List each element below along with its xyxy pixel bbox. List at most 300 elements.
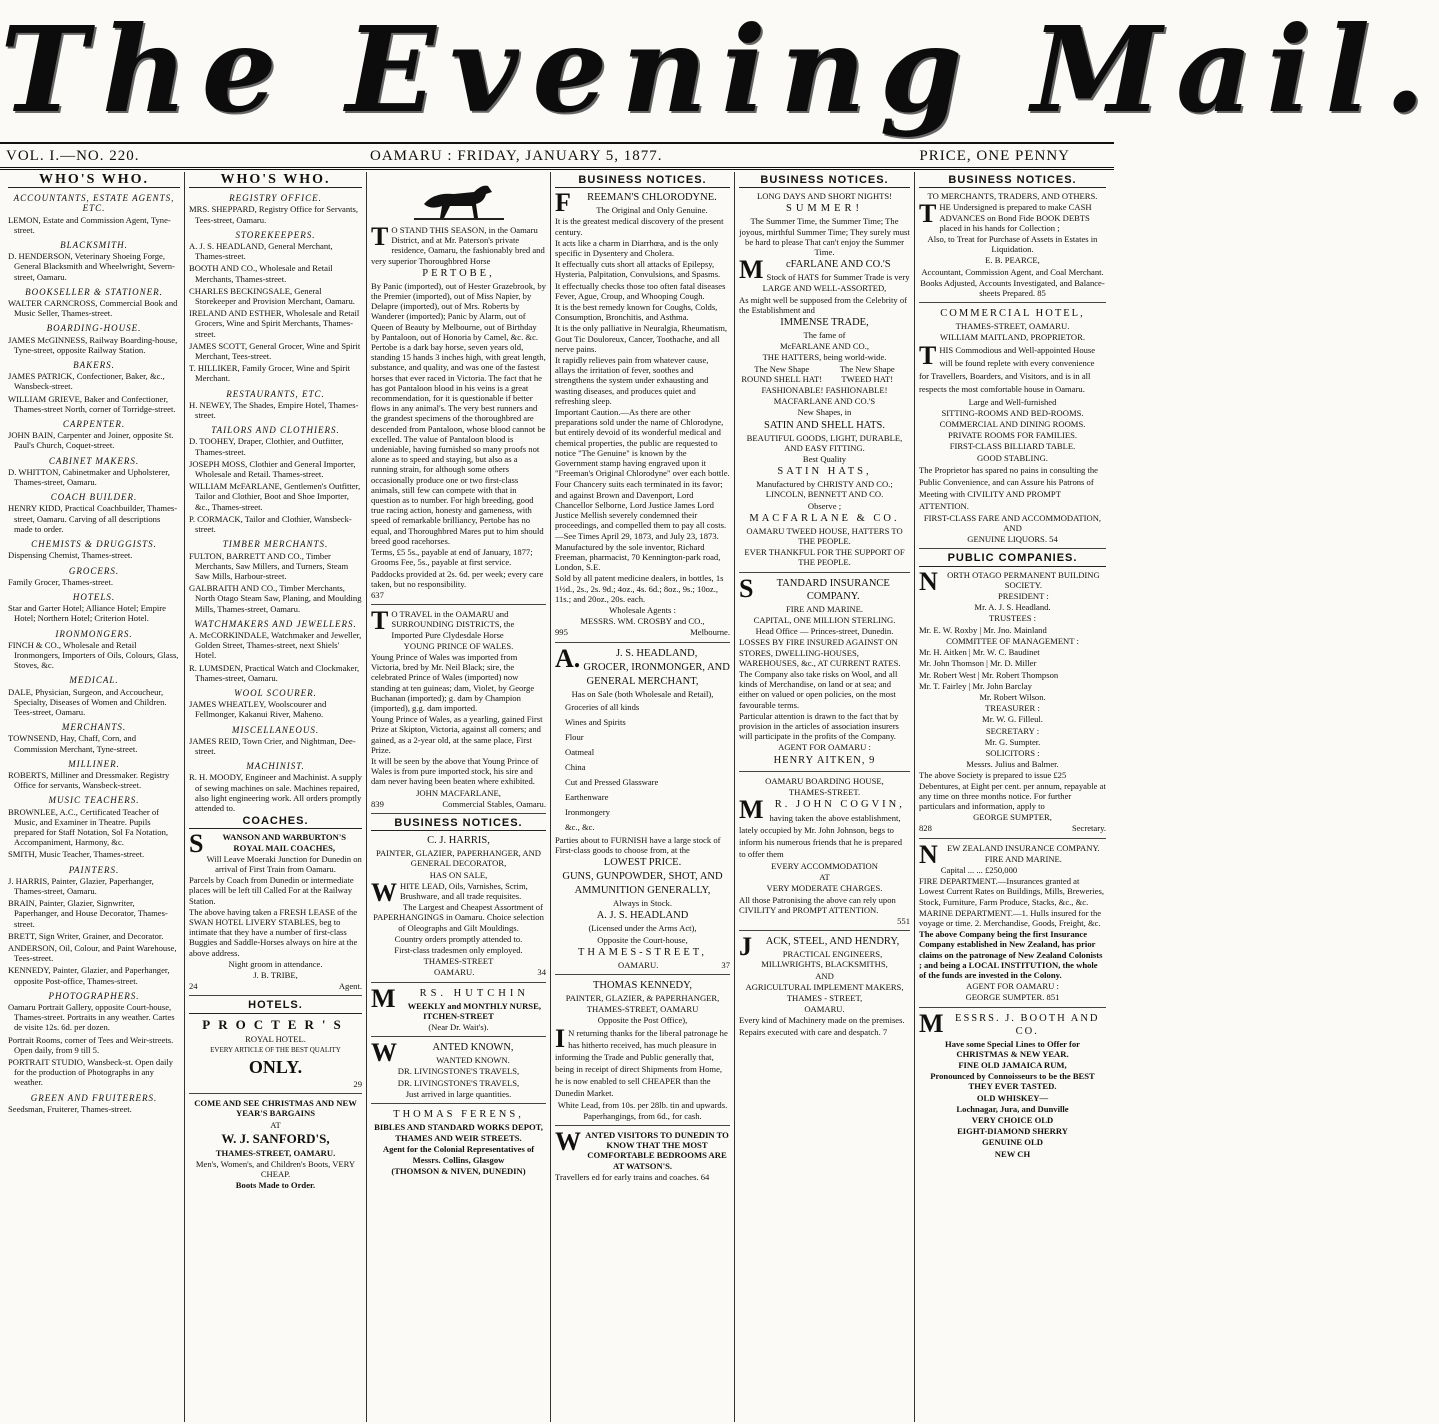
ad-text: AT <box>819 872 830 883</box>
ad-heading: COMMERCIAL HOTEL, <box>940 308 1085 320</box>
ad-text: THAMES-STREET <box>423 956 494 967</box>
ad-text: BIBLES AND STANDARD WORKS DEPOT, <box>374 1122 543 1133</box>
directory-category: GROCERS. <box>68 565 120 576</box>
directory-entry: PORTRAIT STUDIO, Wansbeck-st. Open daily for the production of Photographs in any weather. <box>8 1057 174 1088</box>
boarding-house-advert <box>739 776 910 932</box>
ad-text: FIRE AND MARINE. <box>785 603 864 614</box>
ad-heading: MESSRS. J. BOOTH AND CO. <box>919 1008 1100 1038</box>
directory-entry: TOWNSEND, Hay, Chaff, Corn, and Commission Merchant, Tyne-street. <box>8 733 138 754</box>
ad-text: IMMENSE TRADE, <box>780 317 869 329</box>
directory-entry: GALBRAITH AND CO., Timber Merchants, North Otago Steam Saw, Planing, and Moulding Mills, Thames-street, Oamaru. <box>189 583 362 614</box>
directory-entry: P. CORMACK, Tailor and Clothier, Wansbeck-street. <box>189 513 352 535</box>
ad-text: VERY CHOICE OLD <box>971 1115 1054 1126</box>
ad-text: LONG DAYS AND SHORT NIGHTS! <box>756 191 893 202</box>
goods-item: China <box>565 761 586 772</box>
ad-text: THAMES AND WEIR STREETS. <box>395 1133 522 1144</box>
ad-paragraph: It is the best remedy known for Coughs, Colds, Consumption, Bronchitis, and Asthma. <box>555 302 718 323</box>
ad-text: The fame of <box>803 330 846 341</box>
ad-text: HAS ON SALE, <box>429 869 488 880</box>
directory-entry: A. McCORKINDALE, Watchmaker and Jeweller, Golden Street, Thames-street, next Shiels' Hotel. <box>189 629 362 661</box>
ad-text: First-class tradesmen only employed. <box>394 945 523 955</box>
ad-paragraph: It rapidly relieves pain from whatever cause, allays the irritation of fever, soothes and strengthens the system under exhausting and wasting diseases, and produces quiet and refreshing sleep. <box>555 355 709 406</box>
directory-entry: ANDERSON, Oil, Colour, and Paint Warehouse, Tees-street. <box>8 943 177 964</box>
ad-text: GUNS, GUNPOWDER, SHOT, AND <box>562 871 723 883</box>
ad-text: New Shapes, in <box>797 407 852 418</box>
ad-text: The Summer Time, the Summer Time; The joyous, mirthful Summer Time; They surely must be hard to please That can't enjoy the Summer Time. <box>739 216 910 258</box>
ad-text: GROCER, IRONMONGER, AND <box>583 661 730 673</box>
goods-item: Earthenware <box>565 791 609 802</box>
ad-text: Head Office — Princes-street, Dunedin. <box>755 626 894 637</box>
ad-text: AT <box>270 1119 281 1130</box>
directory-entry: A. J. S. HEADLAND, General Merchant, Thames-street. <box>189 241 333 262</box>
ad-number: 828 <box>919 823 932 834</box>
ad-text: (THOMSON & NIVEN, DUNEDIN) <box>391 1165 526 1176</box>
ad-text: THAMES-STREET, OAMARU. <box>955 321 1070 332</box>
directory-category: HOTELS. <box>72 591 116 602</box>
directory-category: BAKERS. <box>73 360 115 371</box>
ad-number: 29 <box>353 1079 362 1090</box>
directory-entry: JOSEPH MOSS, Clothier and General Importer, Wholesale and Retail. Thames-street. <box>189 458 356 480</box>
goods-item: Ironmongery <box>565 806 610 817</box>
ad-signature: J. B. TRIBE, <box>253 970 298 981</box>
goods-item: Cut and Pressed Glassware <box>565 776 659 787</box>
ad-number: 839 <box>371 798 384 809</box>
column-header: WHO'S WHO. <box>189 175 362 188</box>
ad-text: OAMARU. <box>434 967 475 978</box>
ad-text: Repairs executed with care and despatch. <box>739 1026 881 1037</box>
directory-entry: ROBERTS, Milliner and Dressmaker. Registry Office for servants, Wansbeck-street. <box>8 769 170 791</box>
price: PRICE, ONE PENNY <box>919 148 1070 164</box>
ad-signature: HENRY AITKEN, <box>773 754 866 766</box>
ad-text: TREASURER : <box>985 703 1040 714</box>
ad-text: Agent for the Colonial Representatives of Messrs. Collins, Glasgow <box>382 1144 535 1165</box>
kennedy-advert <box>555 979 730 1126</box>
ad-text: McFARLANE AND CO., <box>779 341 870 352</box>
procters-hotel-advert <box>189 1017 362 1095</box>
ad-text: Country orders promptly attended to. <box>394 933 523 944</box>
ad-text: MESSRS. WM. CROSBY and CO., <box>580 616 705 627</box>
directory-category: RESTAURANTS, ETC. <box>226 388 325 399</box>
sanford-advert <box>189 1098 362 1194</box>
directory-entry: Portrait Rooms, corner of Tees and Weir-streets. Open daily, from 9 till 5. <box>8 1034 174 1055</box>
goods-item: Oatmeal <box>565 746 595 757</box>
directory-category: GREEN AND FRUITERERS. <box>30 1092 158 1103</box>
ad-text: LARGE AND WELL-ASSORTED, <box>762 283 887 294</box>
ad-paragraph: It acts like a charm in Diarrhœa, and is the only specific in Dysentery and Cholera. <box>555 237 719 259</box>
ad-text: having taken the above establishment, lately occupied by Mr. John Johnson, begs to inform his numerous friends that he is prepared to offer them <box>739 812 903 859</box>
directory-category: WOOL SCOURER. <box>234 687 317 698</box>
directory-entry: WALTER CARNCROSS, Commercial Book and Music Seller, Thames-street. <box>8 298 178 319</box>
ad-text: DR. LIVINGSTONE'S TRAVELS, <box>397 1066 520 1077</box>
directory-entry: JAMES PATRICK, Confectioner, Baker, &c., Wansbeck-street. <box>8 371 165 392</box>
livingstone-advert <box>371 1038 546 1104</box>
ad-number: 64 <box>700 1171 710 1182</box>
ad-text: ROYAL HOTEL. <box>245 1033 306 1044</box>
column-5 <box>734 172 914 1422</box>
ad-heading: JACK, STEEL, AND HENDRY, <box>739 932 900 962</box>
headland-advert <box>555 643 730 975</box>
ad-heading: SUMMER! <box>785 203 863 215</box>
hutchin-advert <box>371 983 546 1038</box>
directory-entry: DALE, Physician, Surgeon, and Accoucheur, Specialty, Diseases of Women and Children. Tees-street, Oamaru. <box>8 686 167 717</box>
directory-entry: BRAIN, Painter, Glazier, Signwriter, Paperhanger, and House Decorator, Thames-street. <box>8 898 168 929</box>
ad-text: THAMES-STREET. <box>788 786 861 797</box>
ad-text: Mr. H. Aitken | Mr. W. C. Baudinet <box>919 647 1040 658</box>
ad-text: Melbourne. <box>690 627 730 638</box>
ad-text: Always in Stock. <box>613 898 672 909</box>
directory-entry: CHARLES BECKINGSALE, General Storekeeper and Provision Merchant, Oamaru. <box>189 285 355 307</box>
ad-text: Lochnagar, Jura, and Dunville <box>956 1103 1069 1114</box>
directory-category: IRONMONGERS. <box>55 628 133 639</box>
column-6 <box>914 172 1110 1422</box>
ferens-advert <box>371 1108 546 1180</box>
ad-text: AGENT FOR OAMARU : <box>778 742 871 753</box>
ad-text: MACFARLANE AND CO.'S <box>773 396 876 407</box>
directory-category: ACCOUNTANTS, ESTATE AGENTS, ETC. <box>13 193 175 214</box>
hotels-header: HOTELS. <box>189 1000 362 1013</box>
business-notices-header: BUSINESS NOTICES. <box>919 175 1106 188</box>
ad-text: Best Quality <box>802 454 847 465</box>
ad-heading: THOMAS FERENS, <box>393 1109 524 1121</box>
directory-entry: H. NEWEY, The Shades, Empire Hotel, Thames-street. <box>189 399 359 421</box>
ad-heading: NORTH OTAGO PERMANENT BUILDING SOCIETY. <box>919 566 1100 596</box>
directory-entry: D. WHITTON, Cabinetmaker and Upholsterer, Thames-street, Oamaru. <box>8 466 170 488</box>
ad-text: TO STAND THIS SEASON, in the Oamaru District, and at Mr. Paterson's private residence, Oamaru, the fashionably bred and very superior Thoroughbred Horse <box>371 222 545 266</box>
ad-text: The Proprietor has spared no pains in consulting the Public Convenience, and can Assure his Patrons of Meeting with CIVILITY AND PROMPT ATTENTION. <box>919 464 1099 511</box>
ad-text: EVER THANKFUL FOR THE SUPPORT OF THE PEOPLE. <box>744 547 905 568</box>
columns <box>4 172 1110 1422</box>
ad-text: Large and Well-furnished <box>968 396 1057 407</box>
directory-category: COACH BUILDER. <box>50 492 138 503</box>
ad-text: COMMERCIAL AND DINING ROOMS. <box>939 419 1086 430</box>
ad-text: It will be seen by the above that Young Prince of Wales is from pure imported stock, his sire and dam never having been beaten where exhibited. <box>371 755 539 787</box>
ad-text: DR. LIVINGSTONE'S TRAVELS, <box>397 1077 520 1088</box>
ad-text: Messrs. Julius and Balmer. <box>966 759 1059 770</box>
watsons-advert <box>555 1126 730 1186</box>
ad-text: SOLICITORS : <box>985 747 1040 758</box>
directory-category: CHEMISTS & DRUGGISTS. <box>31 539 157 550</box>
ad-text: PAINTER, GLAZIER, PAPERHANGER, AND GENERAL DECORATOR, <box>375 848 542 869</box>
directory-entry: MRS. SHEPPARD, Registry Office for Servants, Tees-street, Oamaru. <box>189 204 359 225</box>
standard-insurance-advert <box>739 573 910 772</box>
ad-heading: COME AND SEE CHRISTMAS AND NEW YEAR'S BARGAINS <box>194 1098 357 1119</box>
ad-text: McFARLANE AND CO.'S <box>739 255 891 285</box>
chlorodyne-advert <box>555 188 730 642</box>
directory-entry: T. HILLIKER, Family Grocer, Wine and Spirit Merchant. <box>189 363 351 384</box>
directory-category: MACHINIST. <box>246 761 305 772</box>
ad-text: SATIN AND SHELL HATS. <box>764 419 885 431</box>
business-notices-header: BUSINESS NOTICES. <box>555 175 730 188</box>
ad-text: Also, to Treat for Purchase of Assets in Estates in Liquidation. <box>927 234 1098 255</box>
ad-text: ONLY. <box>248 1057 303 1078</box>
directory-category: REGISTRY OFFICE. <box>229 193 322 204</box>
ad-text: Paddocks provided at 2s. 6d. per week; every care taken, but no responsibility. <box>371 568 544 589</box>
ad-heading: PERTOBE, <box>422 267 495 279</box>
ad-text: Books Adjusted, Accounts Investigated, and Balance-sheets Prepared. <box>920 277 1105 299</box>
ad-number: 995 <box>555 627 568 638</box>
ad-text: W. J. SANFORD'S, <box>221 1130 330 1146</box>
ad-paragraph: It is the greatest medical discovery of the present century. <box>555 216 724 237</box>
ad-text: Secretary. <box>1071 823 1106 834</box>
ad-text: Has on Sale (both Wholesale and Retail), <box>571 688 714 699</box>
ad-heading: A.J. S. HEADLAND, <box>555 643 698 673</box>
ad-text: Mr. John Thomson | Mr. D. Miller <box>919 658 1037 669</box>
ad-text: LOSSES BY FIRE INSURED AGAINST ON STORES, DWELLING-HOUSES, WAREHOUSES, &c., AT CURRENT RATES. <box>739 637 901 668</box>
mcfarlane-hats-advert <box>739 191 910 572</box>
ad-text: TRUSTEES : <box>988 613 1037 624</box>
horse-engraving-icon <box>414 174 504 222</box>
ad-heading: C. J. HARRIS, <box>427 835 490 847</box>
nz-insurance-advert <box>919 839 1106 1008</box>
ad-text: Capital ... ... £250,000 <box>940 864 1018 875</box>
directory-entry: JAMES SCOTT, General Grocer, Wine and Spirit Merchant, Tees-street. <box>189 340 361 362</box>
directory-category: MILLINER. <box>68 758 120 769</box>
ad-text: EVERY ACCOMMODATION <box>771 860 878 871</box>
ad-paragraph: Four Chancery suits each terminated in its favor; and against Brown and Davenport, Lord Chancellor Selborne, Lord Justice James Lord Justice Mellish severely condemned their proceedings, and compelled them to pay all costs.—See Times April 29, 1873, and July 23, 1873. <box>555 479 727 541</box>
ad-text: Mr. Robert West | Mr. Robert Thompson <box>919 669 1059 680</box>
directory-entry: WILLIAM GRIEVE, Baker and Confectioner, Thames-street North, corner of Torridge-street. <box>8 393 176 414</box>
ad-text: Terms, £5 5s., payable at end of January, 1877; Grooms Fee, 5s., payable at first service. <box>371 547 533 568</box>
ad-text: Mr. G. Sumpter. <box>984 736 1041 747</box>
ad-text: The above Society is prepared to issue £25 Debentures, at Eight per cent. per annum, repayable at any time on three months notice. For further particulars and information, apply to <box>919 770 1106 811</box>
ad-text: Particular attention is drawn to the fact that by provision in the articles of association insurers will participate in the profits of the Company. <box>739 710 899 742</box>
ad-text: Pronounced by Connoisseurs to be the BEST THEY EVER TASTED. <box>930 1071 1095 1092</box>
ad-text: FINE OLD JAMAICA RUM, <box>958 1060 1067 1070</box>
directory-category: CABINET MAKERS. <box>48 455 140 466</box>
ad-signature: JOHN MACFARLANE, <box>416 787 501 798</box>
ad-text: Travellers ed for early trains and coaches. <box>555 1171 699 1182</box>
ad-text: PRIVATE ROOMS FOR FAMILIES. <box>947 430 1078 441</box>
ad-text: THAMES-STREET, OAMARU. <box>215 1147 336 1158</box>
ad-text: LOWEST PRICE. <box>603 857 682 869</box>
ad-text: NEW CH <box>994 1148 1031 1159</box>
ad-number: 54 <box>1049 534 1058 545</box>
ad-text: (Near Dr. Wait's). <box>428 1022 489 1033</box>
directory-entry: Star and Garter Hotel; Alliance Hotel; Empire Hotel; Northern Hotel; Criterion Hotel. <box>8 603 166 624</box>
ad-text: MARINE DEPARTMENT.—1. Hulls insured for the voyage or time. 2. Merchandise, Goods, Freight, &c. <box>919 907 1102 928</box>
ad-text: Paperhangings, from 6d., for cash. <box>583 1110 702 1121</box>
goods-item: Flour <box>565 731 584 742</box>
ad-number: 85 <box>1037 288 1046 299</box>
ad-text: E. B. PEARCE, <box>985 255 1040 266</box>
ad-text: SECRETARY : <box>985 725 1040 736</box>
ad-text: CAPITAL, ONE MILLION STERLING. <box>753 614 896 625</box>
ad-text: GENUINE OLD <box>982 1137 1043 1148</box>
column-4 <box>550 172 734 1422</box>
directory-category: BOARDING-HOUSE. <box>46 323 142 334</box>
ad-text: By Panic (imported), out of Hester Grazebrook, by the Premier (imported), out of Miss Napier, by Delapre (imported), out of Mrs. Roberts by Wanderer (imported); Panic by Alarm, out of Queen of Beauty by Melbourne, out of Birthday by Pantaloon, out of Honoria by Camel, &c. &c. Pertobe is a dark bay horse, seven years old, standing 15 hands 3 inches high, with great length, substance, and quality, and was one of the fastest horses that ever raced in Victoria. The fact that he has got Pantaloon blood in his veins is a great recommendation, for it is questionable if better flows in any animal's. The very best runners and the grandest specimens of the thoroughbred are descended from Pantaloon, whose blood cannot be excelled. The value of Pantaloon blood is undeniable, having furnished so many proofs not alone as to speed and staying, but also as a running strain, for although some others occasionally produce one or two first-class animals, still few can compete with that in question as to number. For high breeding, good true racing action, honesty and gameness, with speed of remarkable brilliancy, Pertobe has no equal, and Thoroughbred Mares put to him should breed good racehorses. <box>371 280 546 546</box>
jack-steel-hendry-advert <box>739 932 910 1041</box>
ad-text: The Company also take risks on Wool, and all kinds of Merchandise, on land or at sea; and either on valued or open policies, on the most favourable terms. <box>739 668 898 710</box>
dateline <box>0 142 1114 170</box>
directory-category: CARPENTER. <box>62 419 126 430</box>
commercial-hotel-advert <box>919 307 1106 549</box>
ad-text: Young Prince of Wales was imported from Victoria, bred by Mr. Neil Black; sire, the celebrated Prince of Wales (imported) now standing at ten guineas; dam, Violet, by George Buchanan (imported); g. dam by Champion (imported), g.g. dam imported. <box>371 651 535 713</box>
ad-signature: GEORGE SUMPTER, <box>973 812 1052 823</box>
coaches-advert <box>189 829 362 996</box>
ad-paragraph: Important Caution.—As there are other preparations sold under the name of Chlorodyne, but entirely devoid of its wonderful medical and chemical properties, the public are requested to notice "The Genuine" is known by the Government stamp having engraved upon it "Freeman's Original Chlorodyne" over each bottle. <box>555 407 730 479</box>
directory-entry: WILLIAM McFARLANE, Gentlemen's Outfitter, Tailor and Clothier, Boot and Shoe Importer, &c., Thames-street. <box>189 481 361 512</box>
ad-text: Men's, Women's, and Children's Boots, VERY CHEAP. <box>195 1159 356 1180</box>
directory-entry: R. H. MOODY, Engineer and Machinist. A supply of sewing machines on sale. Machines repaired, also light engineering work. All orders promptly attended to. <box>189 772 362 813</box>
ad-text: The Largest and Cheapest Assortment of PAPERHANGINGS in Oamaru. Choice selection of Oleographs and Gilt Mouldings. <box>373 902 544 933</box>
ad-text: VERY MODERATE CHARGES. <box>766 883 883 894</box>
ad-text: Commercial Stables, Oamaru. <box>442 798 546 809</box>
directory-entry: SMITH, Music Teacher, Thames-street. <box>8 849 145 860</box>
ad-text: GOOD STABLING. <box>977 452 1048 463</box>
directory-entry: JAMES McGINNESS, Railway Boarding-house, Tyne-street, opposite Railway Station. <box>8 334 178 355</box>
ad-text: Will Leave Moeraki Junction for Dunedin on arrival of First Train from Oamaru. <box>206 853 362 874</box>
directory-category: TIMBER MERCHANTS. <box>222 539 329 550</box>
newspaper-title: The Evening Mail. <box>0 0 1439 139</box>
directory-entry: BRETT, Sign Writer, Grainer, and Decorator. <box>8 930 164 941</box>
ad-text: FIRST-CLASS BILLIARD TABLE. <box>949 441 1076 452</box>
public-companies-header: PUBLIC COMPANIES. <box>919 553 1106 566</box>
ad-text: THE HATTERS, being world-wide. <box>762 352 887 363</box>
directory-entry: LEMON, Estate and Commission Agent, Tyne-street. <box>8 214 171 235</box>
ad-heading: MRS. HUTCHIN <box>371 983 529 1013</box>
ad-text: All those Patronising the above can rely upon CIVILITY and PROMPT ATTENTION. <box>739 894 896 915</box>
directory-entry: BROWNLEE, A.C., Certificated Teacher of Music, and Examiner in Theatre. Pupils prepared for Staff Notation, Sol Fa Notation, Accompaniment, Harmony, &c. <box>8 806 169 848</box>
directory-entry: R. LUMSDEN, Practical Watch and Clockmaker, Thames-street, Oamaru. <box>189 662 360 683</box>
ad-text: SITTING-ROOMS AND BED-ROOMS. <box>941 407 1084 418</box>
ad-text: Opposite the Post Office), <box>597 1015 688 1026</box>
ad-text: Parties about to FURNISH have a large stock of First-class goods to choose from, at the <box>555 834 721 855</box>
ad-text: Observe ; <box>807 500 842 511</box>
ad-text: AMMUNITION GENERALLY, <box>574 885 711 897</box>
directory-entry: JAMES WHEATLEY, Woolscourer and Fellmonger, Kakanui River, Maheno. <box>189 699 327 720</box>
ad-number: 7 <box>882 1026 888 1037</box>
directory-entry: KENNEDY, Painter, Glazier, and Paperhanger, opposite Post-office, Thames-street. <box>8 965 170 986</box>
ad-text: MACFARLANE & CO. <box>749 512 900 524</box>
ad-text: Mr. E. W. Roxby | Mr. Jno. Mainland <box>919 624 1047 635</box>
directory-entry: Seedsman, Fruiterer, Thames-street. <box>8 1103 132 1114</box>
coaches-header: COACHES. <box>189 816 362 829</box>
ad-text: WHITE LEAD, Oils, Varnishes, Scrim, Brushware, and all trade requisites. <box>371 877 528 907</box>
business-notices-header: BUSINESS NOTICES. <box>371 818 546 831</box>
ad-text: FASHIONABLE! FASHIONABLE! <box>761 385 888 396</box>
ad-paragraphs <box>555 216 730 604</box>
ad-text: As might well be supposed from the Celebrity of the Establishment and <box>739 294 908 315</box>
ad-text: BEAUTIFUL GOODS, LIGHT, DURABLE, AND EASY FITTING. <box>746 432 903 453</box>
ad-text: GENUINE LIQUORS. <box>967 534 1047 545</box>
ad-text: THAMES - STREET, <box>786 992 863 1003</box>
building-society-advert <box>919 566 1106 839</box>
ad-text: Stock of HATS for Summer Trade is very <box>766 272 910 283</box>
pertobe-stud-advert <box>371 222 546 605</box>
directory-entry: IRELAND AND ESTHER, Wholesale and Retail Grocers, Wine and Spirit Merchants, Thames-street. <box>189 308 360 339</box>
young-prince-of-wales-advert <box>371 606 546 814</box>
ad-signature: GEORGE SUMPTER. <box>965 992 1045 1003</box>
directory-category: BOOKSELLER & STATIONER. <box>25 286 163 297</box>
ad-text: AGENT FOR OAMARU : <box>966 981 1059 992</box>
ad-text: Wholesale Agents : <box>609 604 676 615</box>
directory-entry: Dispensing Chemist, Thames-street. <box>8 550 133 561</box>
ad-heading: THOMAS KENNEDY, <box>593 979 692 991</box>
goods-item: Wines and Spirits <box>565 716 626 727</box>
ad-text: Mr. Robert Wilson. <box>979 691 1046 702</box>
ad-text: OAMARU TWEED HOUSE, HATTERS TO THE PEOPLE. <box>746 525 903 547</box>
ad-text: Night groom in attendance. <box>228 958 323 969</box>
ad-text: The New Shape TWEED HAT! <box>839 363 895 384</box>
ad-text: THAMES-STREET, OAMARU <box>586 1004 699 1015</box>
ad-text: AND <box>815 970 834 981</box>
ad-paragraph: Manufactured by the sole inventor, Richard Freeman, pharmacist, 70 Kennington-park road, London, S.E. <box>555 541 721 573</box>
ad-text: Just arrived in large quantities. <box>405 1088 512 1099</box>
directory-entry: Oamaru Portrait Gallery, opposite Court-house, Thames-street. Portraits in any weather. Cartes de visite 12s. 6d. per dozen. <box>8 1002 175 1033</box>
ad-text: White Lead, from 10s. per 28lb. tin and upwards. <box>557 1099 728 1110</box>
ad-text: EIGHT-DIAMOND SHERRY <box>957 1126 1068 1137</box>
directory-category: STOREKEEPERS. <box>235 229 316 240</box>
ad-heading: PROCTER'S <box>202 1016 349 1032</box>
ad-text: Mr. A. J. S. Headland. <box>974 602 1051 613</box>
ad-text: Opposite the Court-house, <box>597 934 688 945</box>
ad-number: 24 <box>189 981 198 992</box>
volume-number: VOL. I.—NO. 220. <box>6 148 140 164</box>
ad-heading: TO MERCHANTS, TRADERS, AND OTHERS. <box>927 191 1098 202</box>
ad-number: 9 <box>869 754 876 766</box>
ad-text: PAINTER, GLAZIER, & PAPERHANGER, <box>565 992 720 1003</box>
ad-paragraph: It is the only palliative in Neuralgia, Rheumatism, Gout Tic Douloreux, Cancer, Toothache, and all nerve pains. <box>555 323 728 354</box>
directory-entry: Family Grocer, Thames-street. <box>8 576 113 587</box>
place-date: OAMARU : FRIDAY, JANUARY 5, 1877. <box>370 148 663 164</box>
directory-entry: FULTON, BARRETT AND CO., Timber Merchants, Saw Millers, and Turners, Steam Saw Mills, Harbour-street. <box>189 550 349 581</box>
ad-text: The above having taken a FRESH LEASE of the SWAN HOTEL LIVERY STABLES, beg to intimate that they have a number of first-class Buggies and Saddle-Horses always on hire at the above address. <box>189 906 358 958</box>
directory-entry: JAMES REID, Town Crier, and Nightman, Dee-street. <box>189 735 356 756</box>
directory-list <box>8 193 180 1114</box>
ad-text: WEEKLY and MONTHLY NURSE, ITCHEN-STREET <box>407 1000 541 1021</box>
directory-list <box>189 193 362 813</box>
ad-text: AGRICULTURAL IMPLEMENT MAKERS, <box>745 981 904 992</box>
ad-text: GENERAL MERCHANT, <box>586 675 699 687</box>
ad-number: 37 <box>721 959 730 970</box>
column-1-whos-who <box>4 172 184 1422</box>
ad-text: WILLIAM MAITLAND, PROPRIETOR. <box>940 332 1085 343</box>
directory-category: TAILORS AND CLOTHIERS. <box>211 425 340 436</box>
directory-entry: JOHN BAIN, Carpenter and Joiner, opposite St. Paul's Church, Coquet-street. <box>8 430 174 451</box>
ad-text: Accountant, Commission Agent, and Coal Merchant. <box>921 266 1104 277</box>
ad-text: TO TRAVEL in the OAMARU and SURROUNDING DISTRICTS, the Imported Pure Clydesdale Horse <box>371 606 515 640</box>
masthead <box>0 0 1439 140</box>
pearce-advert <box>919 191 1106 303</box>
goods-list <box>555 700 730 834</box>
ad-text: Mr. T. Fairley | Mr. John Barclay <box>919 680 1032 691</box>
ad-text: Mr. W. G. Filleul. <box>982 714 1043 725</box>
directory-entry: D. HENDERSON, Veterinary Shoeing Forge, General Blacksmith and Wheelwright, Severn-street, Oamaru. <box>8 251 175 282</box>
ad-text: Parcels by Coach from Dunedin or intermediate places will be left till Called For at the Railway Station. <box>189 875 354 906</box>
ad-text: FIRE AND MARINE. <box>984 853 1062 864</box>
ad-number: 637 <box>371 589 384 600</box>
ad-paragraph: Sold by all patent medicine dealers, in bottles, 1s 1½d., 2s., 2s. 9d.; 4oz., 4s. 6d.; 8oz., 9s.; 10oz., 11s.; and 20oz., 20s. each. <box>555 573 724 604</box>
ad-heading: YOUNG PRINCE OF WALES. <box>403 640 514 651</box>
ad-heading: FREEMAN'S CHLORODYNE. <box>555 188 717 218</box>
ad-text: SATIN HATS, <box>777 466 872 478</box>
ad-text: WANTED KNOWN. <box>436 1055 510 1066</box>
ad-text: Manufactured by CHRISTY AND CO.; LINCOLN, BENNETT AND CO. <box>756 479 893 500</box>
column-3 <box>366 172 550 1422</box>
ad-text: THE Undersigned is prepared to make CASH ADVANCES on Bond Fide BOOK DEBTS placed in his hands for Collection ; <box>919 199 1092 233</box>
ad-heading: WANTED VISITORS TO DUNEDIN TO KNOW THAT THE MOST COMFORTABLE BEDROOMS ARE AT WATSON'S. <box>555 1126 729 1171</box>
ad-text: EVERY ARTICLE OF THE BEST QUALITY <box>210 1045 341 1054</box>
business-notices-header: BUSINESS NOTICES. <box>739 175 910 188</box>
ad-text: A. J. S. HEADLAND <box>596 910 689 922</box>
directory-entry: FINCH & CO., Wholesale and Retail Ironmongers, Importers of Oils, Colours, Glass, Stoves, &c. <box>8 639 179 671</box>
directory-category: MISCELLANEOUS. <box>231 724 320 735</box>
hat-shapes <box>739 364 910 384</box>
ad-heading: OAMARU BOARDING HOUSE, <box>765 775 884 786</box>
directory-entry: D. TOOHEY, Draper, Clothier, and Outfitter, Thames-street. <box>189 436 344 457</box>
directory-category: WATCHMAKERS AND JEWELLERS. <box>194 618 357 629</box>
